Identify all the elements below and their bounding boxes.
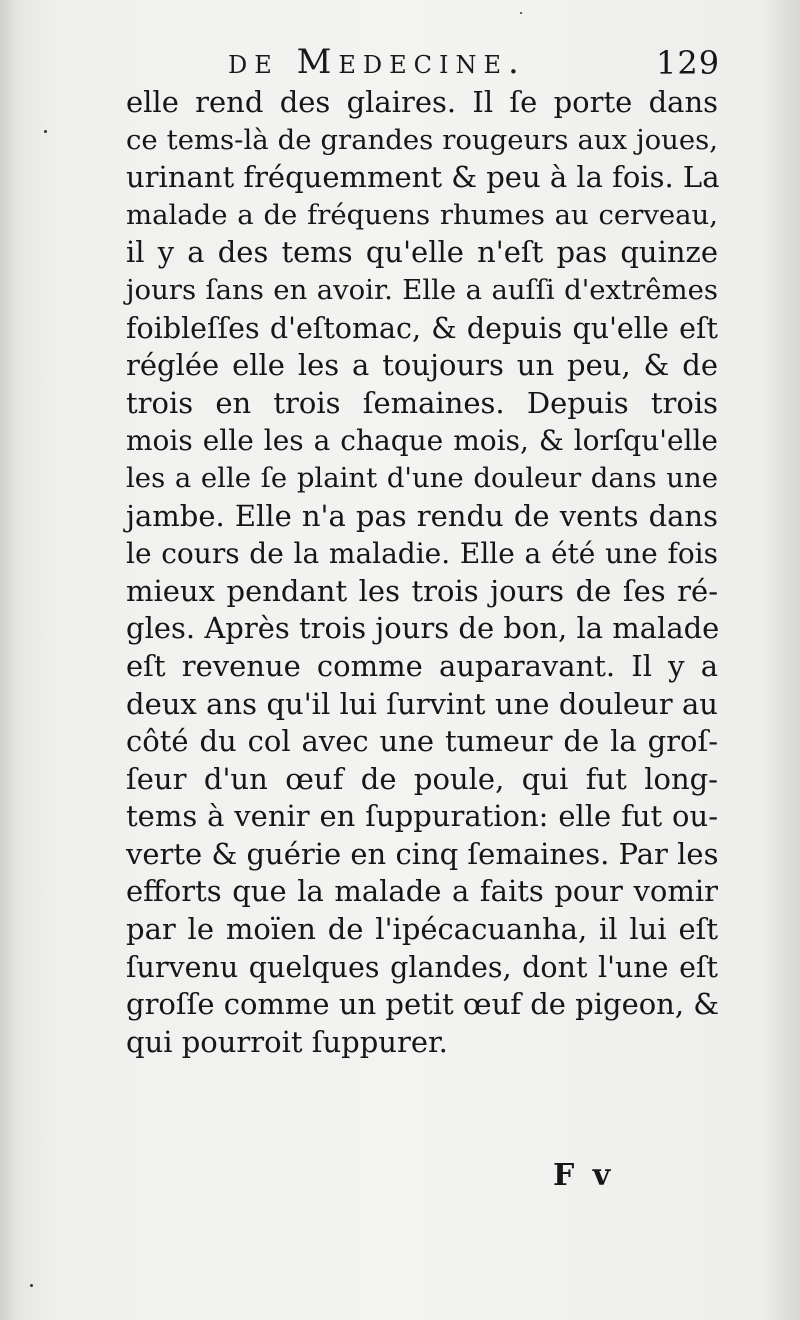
text-line: foibleſſes d'eſtomac, & depuis qu'elle eſt (126, 311, 718, 345)
text-line: ſurvenu quelques glandes, dont l'une eſt (126, 950, 718, 984)
ink-speck (520, 12, 522, 14)
ink-speck (30, 1284, 33, 1287)
text-line: les a elle ſe plaint d'une douleur dans une (126, 461, 718, 494)
text-line: verte & guérie en cinq ſemaines. Par les (126, 836, 719, 871)
text-line: malade a de fréquens rhumes au cerveau, (126, 198, 718, 231)
text-line: trois en trois ſemaines. Depuis trois (126, 385, 718, 420)
body-text (126, 84, 718, 1061)
text-line: ſeur d'un œuf de poule, qui fut long- (126, 761, 718, 796)
text-line: gles. Après trois jours de bon, la malade (126, 611, 720, 646)
text-line: groſſe comme un petit œuf de pigeon, & (126, 987, 720, 1022)
ink-speck (44, 130, 47, 133)
text-line: deux ans qu'il lui ſurvint une douleur au (126, 686, 718, 721)
text-line: jours ſans en avoir. Elle a auſſi d'extrêmes (126, 273, 718, 306)
text-line: qui pourroit ſuppurer. (126, 1024, 448, 1059)
text-line: il y a des tems qu'elle n'eſt pas quinze (126, 235, 718, 270)
text-line: côté du col avec une tumeur de la groſ- (126, 724, 718, 759)
text-line: urinant fréquemment & peu à la fois. La (126, 160, 720, 195)
text-line: mieux pendant les trois jours de ſes ré- (126, 573, 718, 608)
text-line: elle rend des glaires. Il ſe porte dans (126, 85, 718, 119)
page-header (0, 40, 800, 86)
text-line: jambe. Elle n'a pas rendu de vents dans (126, 498, 718, 533)
text-line: le cours de la maladie. Elle a été une fois (126, 537, 718, 571)
text-line: eſt revenue comme auparavant. Il y a (126, 648, 718, 683)
text-line: ce tems-là de grandes rougeurs aux joues, (126, 123, 718, 156)
text-line: réglée elle les a toujours un peu, & de (126, 348, 718, 383)
text-line: par le moïen de l'ipécacuanha, il lui eſt (126, 912, 718, 947)
running-head: de Medecine. (228, 42, 526, 82)
text-line: efforts que la malade a faits pour vomir (126, 874, 718, 909)
text-line: mois elle les a chaque mois, & lorſqu'elle (126, 424, 718, 458)
signature-mark: F v (553, 1158, 615, 1193)
text-line: tems à venir en ſuppuration: elle fut ou- (126, 799, 718, 834)
page-number: 129 (656, 44, 721, 82)
